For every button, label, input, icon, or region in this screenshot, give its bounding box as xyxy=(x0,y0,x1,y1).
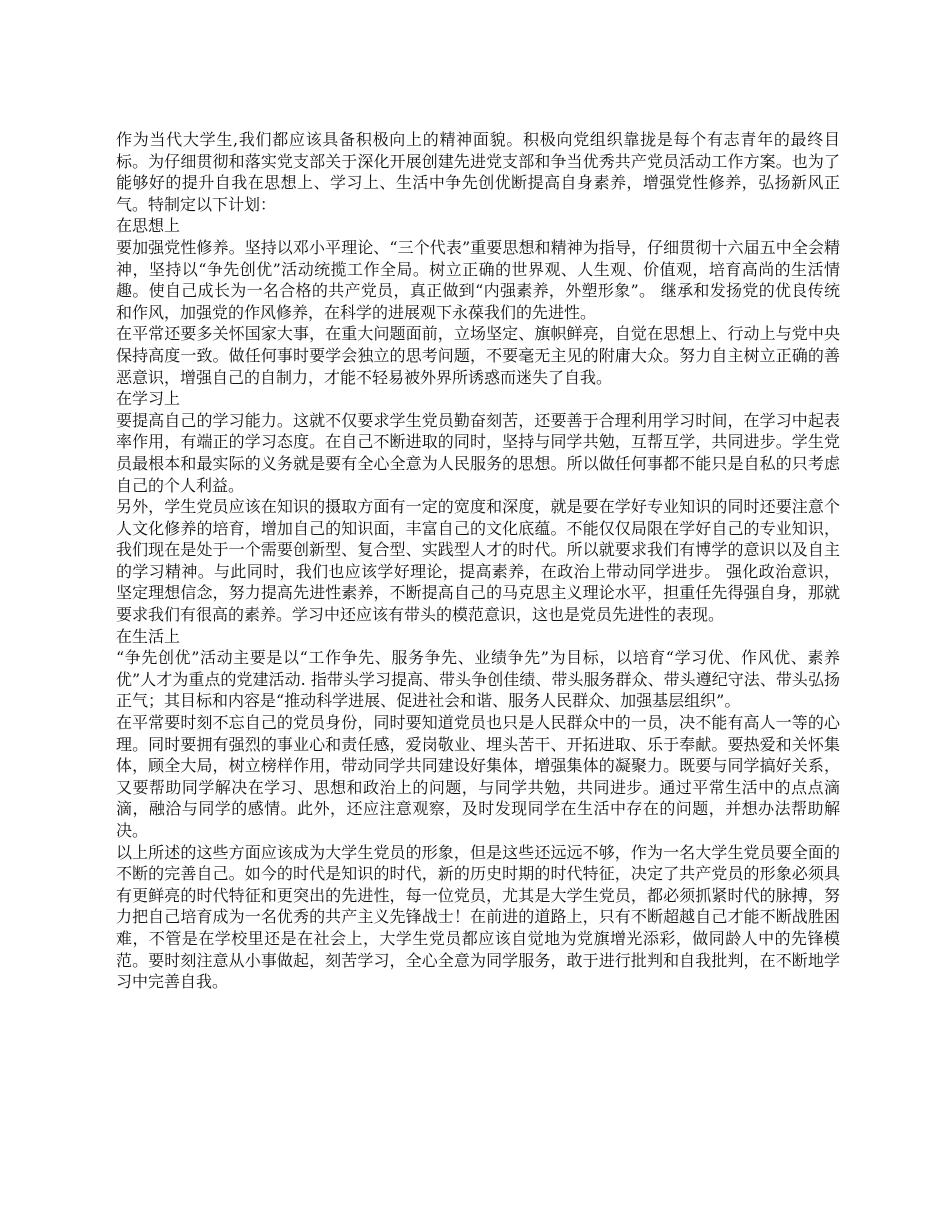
paragraph: 以上所述的这些方面应该成为大学生党员的形象，但是这些还远远不够，作为一名大学生党员要全面的不断的完善自己。如今的时代是知识的时代，新的历史时期的时代特征，决定了共产党员的形象必须具有更鲜亮的时代特征和更突出的先进性，每一位党员，尤其是大学生党员，都必须抓紧时代的脉搏，努力把自己培育成为一名优秀的共产主义先锋战士！在前进的道路上，只有不断超越自己才能不断战胜困难，不管是在学校里还是在社会上，大学生党员都应该自觉地为党旗增光添彩，做同龄人中的先锋模范。要时刻注意从小事做起，刻苦学习，全心全意为同学服务，敢于进行批判和自我批判，在不断地学习中完善自我。 xyxy=(116,842,840,992)
paragraph: 在平常要时刻不忘自己的党员身份，同时要知道党员也只是人民群众中的一员，决不能有高人一等的心理。同时要拥有强烈的事业心和责任感，爱岗敬业、埋头苦干、开拓进取、乐于奉献。要热爱和关怀集体，顾全大局，树立榜样作用，带动同学共同建设好集体，增强集体的凝聚力。既要与同学搞好关系，又要帮助同学解决在学习、思想和政治上的问题，与同学共勉，共同进步。通过平常生活中的点点滴滴，融洽与同学的感情。此外，还应注意观察，及时发现同学在生活中存在的问题，并想办法帮助解决。 xyxy=(116,713,840,840)
paragraph: “争先创优”活动主要是以“工作争先、服务争先、业绩争先”为目标，以培育“学习优、作风优、素养优”人才为重点的党建活动. 指带头学习提高、带头争创佳绩、带头服务群众、带头遵纪守法、带头弘扬正气；其目标和内容是“推动科学进展、促进社会和谐、服务人民群众、加强基层组织”。 xyxy=(116,648,840,711)
document-body xyxy=(116,129,840,993)
section-heading-study: 在学习上 xyxy=(116,389,181,409)
paragraph: 要提高自己的学习能力。这就不仅要求学生党员勤奋刻苦，还要善于合理利用学习时间，在学习中起表率作用，有端正的学习态度。在自己不断进取的同时，坚持与同学共勉，互帮互学，共同进步。学生党员最根本和最实际的义务就是要有全心全意为人民服务的思想。所以做任何事都不能只是自私的只考虑自己的个人利益。 xyxy=(116,410,840,495)
paragraph: 另外，学生党员应该在知识的摄取方面有一定的宽度和深度，就是要在学好专业知识的同时还要注意个人文化修养的培育，增加自己的知识面，丰富自己的文化底蕴。不能仅仅局限在学好自己的专业知识，我们现在是处于一个需要创新型、复合型、实践型人才的时代。所以就要求我们有博学的意识以及自主的学习精神。与此同时，我们也应该学好理论，提高素养，在政治上带动同学进步。 强化政治意识，坚定理想信念，努力提高先进性素养，不断提高自己的马克思主义理论水平，担重任先得强自身，那就要求我们有很高的素养。学习中还应该有带头的模范意识，这也是党员先进性的表现。 xyxy=(116,497,840,625)
section-heading-life: 在生活上 xyxy=(116,626,181,646)
paragraph: 在平常还要多关怀国家大事，在重大问题面前，立场坚定、旗帜鲜亮，自觉在思想上、行动上与党中央保持高度一致。做任何事时要学会独立的思考问题，不要毫无主见的附庸大众。努力自主树立正确的善恶意识，增强自己的自制力，才能不轻易被外界所诱惑而迷失了自我。 xyxy=(116,324,840,387)
section-heading-thought: 在思想上 xyxy=(116,216,181,236)
paragraph: 要加强党性修养。坚持以邓小平理论、“三个代表”重要思想和精神为指导，仔细贯彻十六届五中全会精神，坚持以“争先创优”活动统揽工作全局。树立正确的世界观、人生观、价值观，培育高尚的生活情趣。使自己成长为一名合格的共产党员，真正做到“内强素养，外塑形象”。 继承和发扬党的优良传统和作风，加强党的作风修养，在科学的进展观下永葆我们的先进性。 xyxy=(116,237,840,322)
intro-paragraph: 作为当代大学生,我们都应该具备积极向上的精神面貌。积极向党组织靠拢是每个有志青年的最终目标。为仔细贯彻和落实党支部关于深化开展创建先进党支部和争当优秀共产党员活动工作方案。也为了能够好的提升自我在思想上、学习上、生活中争先创优断提高自身素养，增强党性修养，弘扬新风正气。特制定以下计划： xyxy=(116,130,840,214)
